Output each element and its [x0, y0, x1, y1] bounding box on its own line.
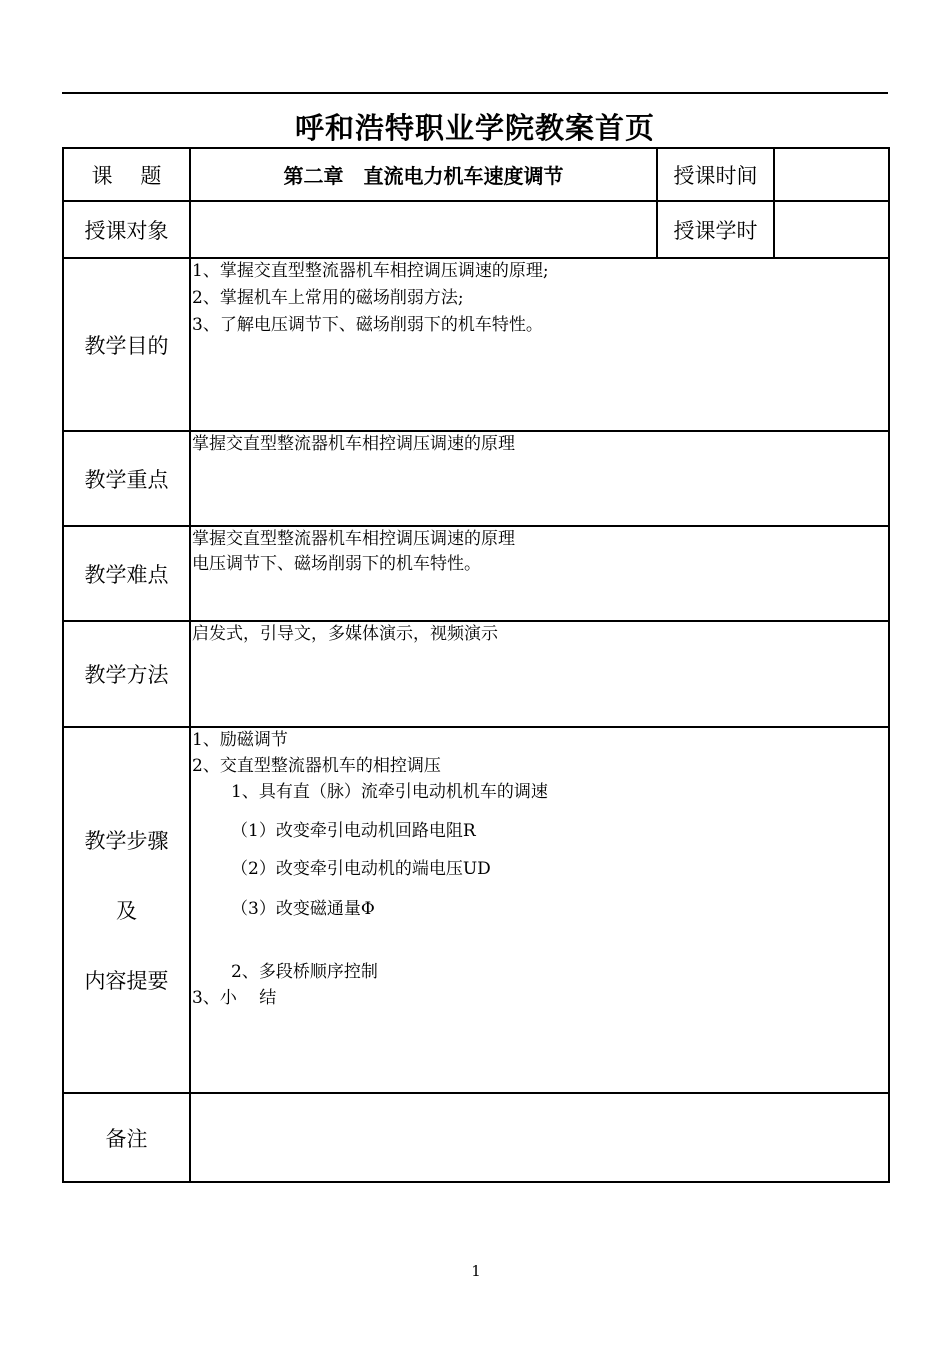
- hours-value[interactable]: [774, 201, 889, 258]
- objective-line: 3、了解电压调节下、磁场削弱下的机车特性。: [192, 315, 543, 335]
- objectives-content: [190, 258, 889, 431]
- step-line: 2、交直型整流器机车的相控调压: [192, 756, 441, 776]
- steps-label: [63, 727, 190, 1093]
- objectives-label: 教学目的: [63, 258, 190, 431]
- methods-content: [190, 621, 889, 727]
- row-methods: [63, 621, 889, 727]
- methods-label: 教学方法: [63, 621, 190, 727]
- remarks-label: 备注: [63, 1093, 190, 1182]
- row-audience: [63, 201, 889, 258]
- method-line: 启发式，引导文，多媒体演示，视频演示: [192, 624, 498, 644]
- difficulty-line: 掌握交直型整流器机车相控调压调速的原理: [192, 529, 515, 549]
- row-topic: [63, 148, 889, 201]
- row-remarks: [63, 1093, 889, 1182]
- page-number: 1: [471, 1262, 481, 1280]
- step-line: 3、小 结: [192, 988, 277, 1008]
- objective-line: 2、掌握机车上常用的磁场削弱方法;: [192, 288, 464, 308]
- audience-value[interactable]: [190, 201, 657, 258]
- key-points-content: [190, 431, 889, 526]
- difficulties-label: 教学难点: [63, 526, 190, 621]
- lesson-plan-table: [62, 147, 890, 1183]
- topic-label: 课 题: [63, 148, 190, 201]
- step-line: （3）改变磁通量Φ: [231, 899, 375, 919]
- step-line: 2、多段桥顺序控制: [231, 962, 378, 982]
- row-difficulties: [63, 526, 889, 621]
- difficulty-line: 电压调节下、磁场削弱下的机车特性。: [192, 554, 481, 574]
- row-key-points: [63, 431, 889, 526]
- key-points-label: 教学重点: [63, 431, 190, 526]
- time-value[interactable]: [774, 148, 889, 201]
- key-point-line: 掌握交直型整流器机车相控调压调速的原理: [192, 434, 515, 454]
- steps-label-line: 及: [116, 899, 137, 923]
- step-line: （1）改变牵引电动机回路电阻R: [231, 821, 476, 841]
- remarks-value[interactable]: [190, 1093, 889, 1182]
- step-line: 1、具有直（脉）流牵引电动机机车的调速: [231, 782, 548, 802]
- step-line: （2）改变牵引电动机的端电压UD: [231, 859, 491, 879]
- difficulties-content: [190, 526, 889, 621]
- step-line: 1、励磁调节: [192, 730, 288, 750]
- objective-line: 1、掌握交直型整流器机车相控调压调速的原理;: [192, 261, 549, 281]
- page-title: 呼和浩特职业学院教案首页: [294, 111, 655, 145]
- time-label: 授课时间: [657, 148, 774, 201]
- top-rule: [62, 92, 888, 94]
- row-steps: [63, 727, 889, 1093]
- steps-content: [190, 727, 889, 1093]
- topic-value: 第二章 直流电力机车速度调节: [190, 148, 657, 201]
- row-objectives: [63, 258, 889, 431]
- hours-label: 授课学时: [657, 201, 774, 258]
- steps-label-line: 内容提要: [84, 969, 169, 993]
- steps-label-line: 教学步骤: [84, 829, 169, 853]
- audience-label: 授课对象: [63, 201, 190, 258]
